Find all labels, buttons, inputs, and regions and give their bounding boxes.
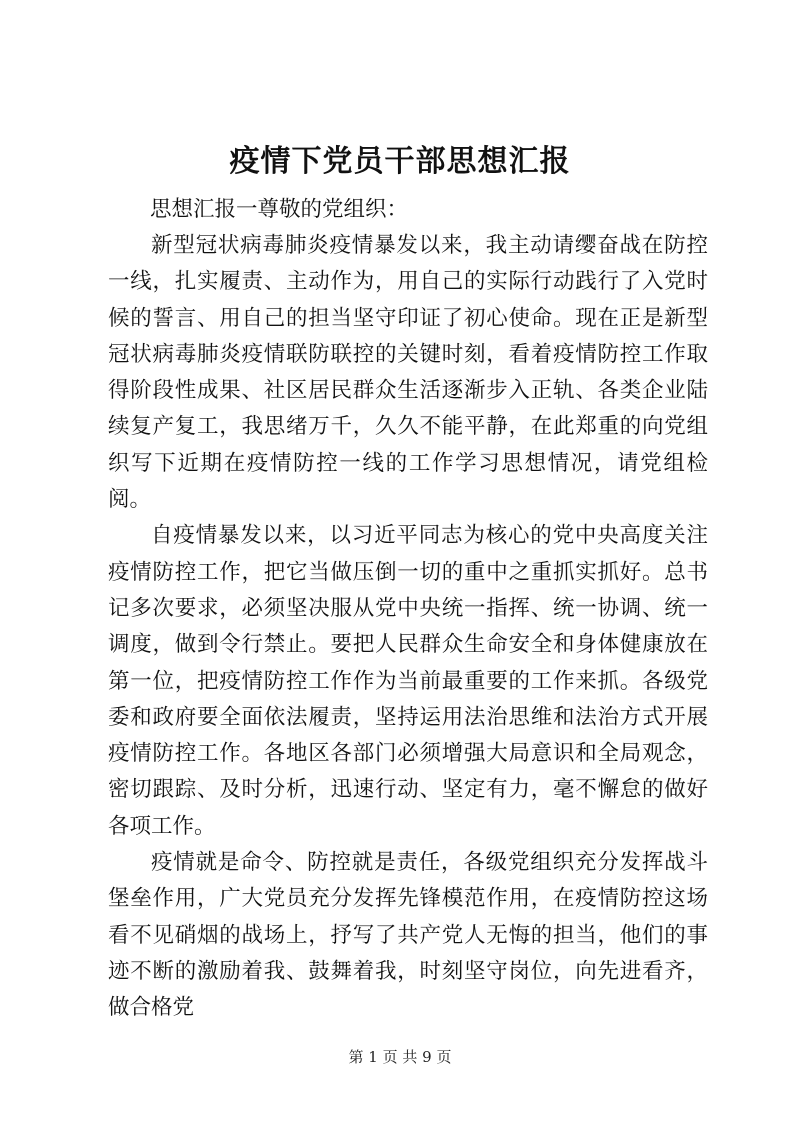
salutation: 思想汇报一尊敬的党组织： (150, 197, 409, 222)
document-body (108, 228, 708, 1027)
page-footer: 第 1 页 共 9 页 (348, 1048, 452, 1066)
paragraph: 自疫情暴发以来，以习近平同志为核心的党中央高度关注疫情防控工作，把它当做压倒一切的重中之重抓实抓好。总书记多次要求，必须坚决服从党中央统一指挥、统一协调、统一调度，做到令行禁止。要把人民群众生命安全和身体健康放在第一位，把疫情防控工作作为当前最重要的工作来抓。各级党委和政府要全面依法履责，坚持运用法治思维和法治方式开展疫情防控工作。各地区各部门必须增强大局意识和全局观念，密切跟踪、及时分析，迅速行动、坚定有力，毫不懈怠的做好各项工作。 (108, 523, 708, 839)
document-title: 疫情下党员干部思想汇报 (229, 144, 571, 179)
paragraph: 疫情就是命令、防控就是责任，各级党组织充分发挥战斗堡垒作用，广大党员充分发挥先锋模范作用，在疫情防控这场看不见硝烟的战场上，抒写了共产党人无悔的担当，他们的事迹不断的激励着我、鼓舞着我，时刻坚守岗位，向先进看齐，做合格党 (108, 850, 708, 1021)
paragraph: 新型冠状病毒肺炎疫情暴发以来，我主动请缨奋战在防控一线，扎实履责、主动作为，用自己的实际行动践行了入党时候的誓言、用自己的担当坚守印证了初心使命。现在正是新型冠状病毒肺炎疫情联防联控的关键时刻，看着疫情防控工作取得阶段性成果、社区居民群众生活逐渐步入正轨、各类企业陆续复产复工，我思绪万千，久久不能平静，在此郑重的向党组织写下近期在疫情防控一线的工作学习思想情况，请党组检阅。 (108, 233, 708, 513)
